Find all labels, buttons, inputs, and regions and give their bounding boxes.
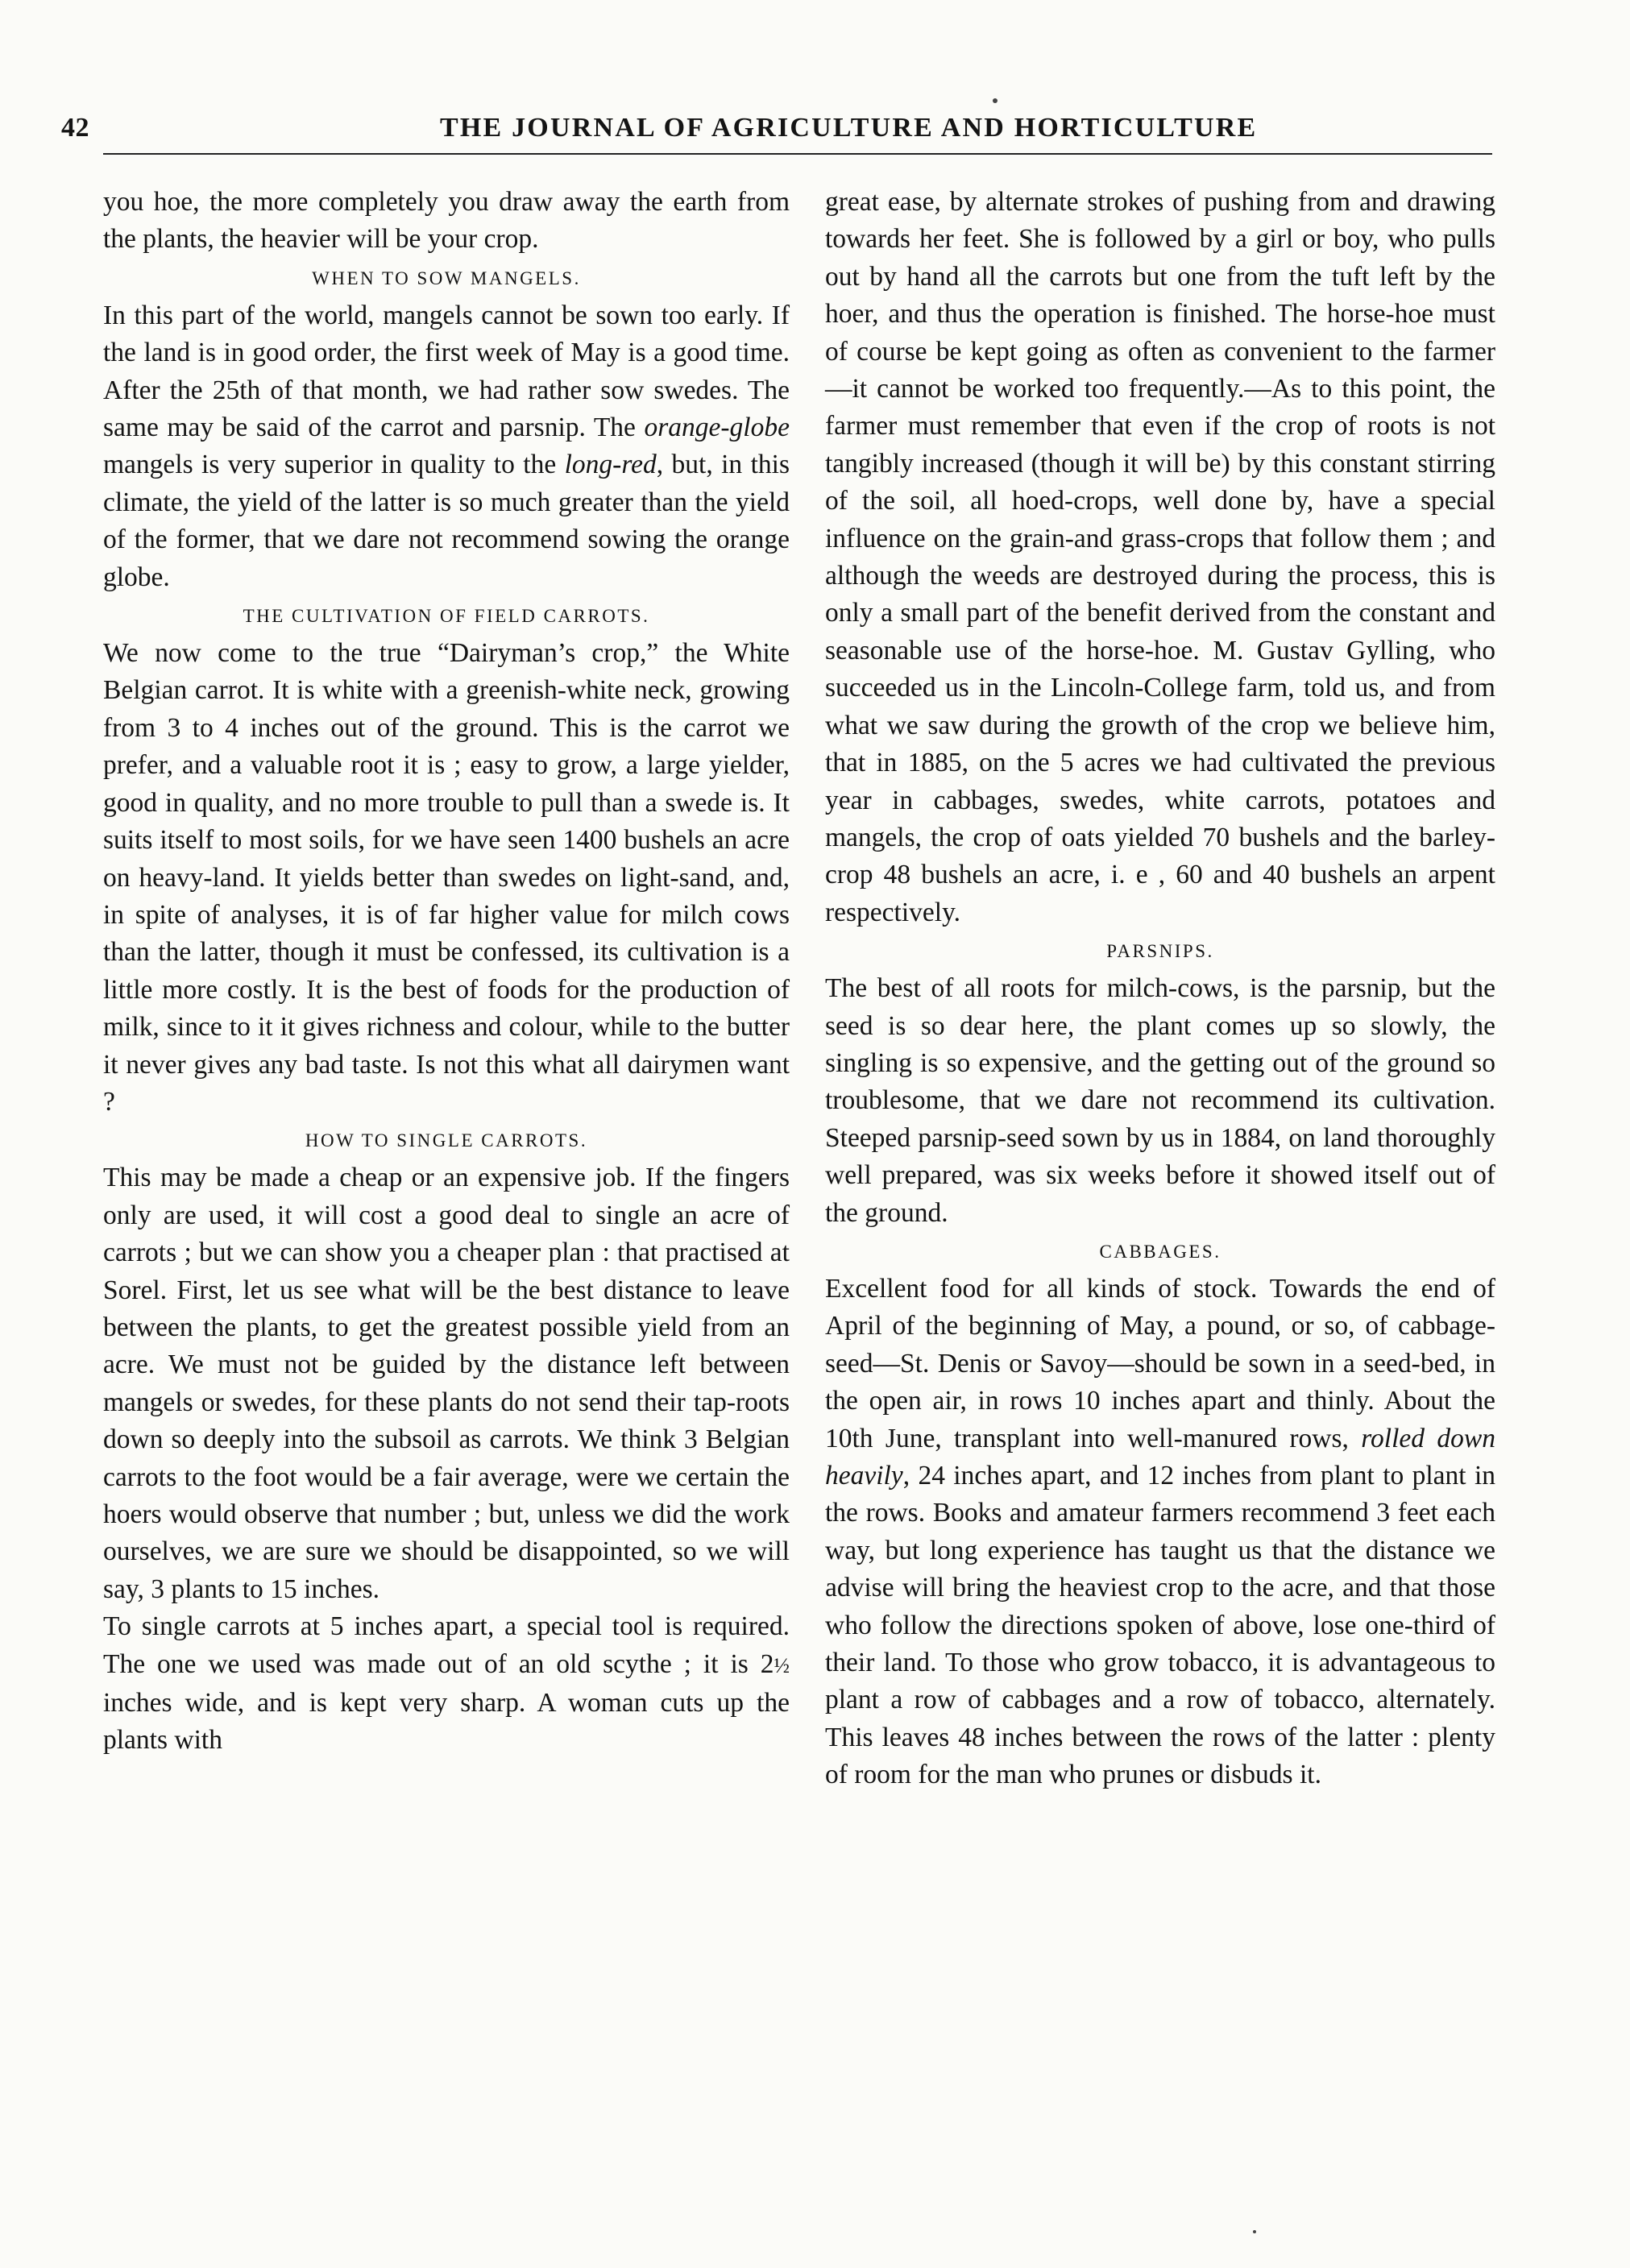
- header-rule: [103, 153, 1492, 155]
- paragraph-field-carrots: We now come to the true “Dairyman’s crop,” the White Belgian carrot. It is white with a greenish-white neck, growing from 3 to 4 inches out of the ground. This is the carrot we prefer, and a valuable root it is ; easy to grow, a large yielder, good in quality, and no more trouble to pull than a swede is. It suits itself to most soils, for we have seen 1400 bushels an acre on heavy-land. It yields better than swedes on light-sand, and, in spite of analyses, it is of far higher value for milch cows than the latter, though it must be confessed, its cultivation is a little more costly. It is the best of foods for the production of milk, since to it it gives richness and colour, while to the butter it never gives any bad taste. Is not this what all dairymen want ?: [103, 638, 790, 1117]
- paragraph-single-carrots: This may be made a cheap or an expensive job. If the fingers only are used, it will cost a good deal to single an acre of carrots ; but we can show you a cheaper plan : that practised at Sorel. First, let us see what will be the best distance to leave between the plants, to get the greatest possible yield from an acre. We must not be guided by the distance left between mangels or swedes, for these plants do not send their tap-roots down so deeply into the subsoil as carrots. We think 3 Belgian carrots to the foot would be a fair average, were we certain the hoers would observe that number ; but, unless we did the work ourselves, we are sure we should be disappointed, so we will say, 3 plants to 15 inches.: [103, 1163, 790, 1604]
- paragraph-cabbages-italic: rolled down heavily: [825, 1423, 1495, 1491]
- paragraph-sow-italic-long-red: long-red: [564, 450, 657, 480]
- left-column: [103, 184, 790, 1760]
- paragraph-tool-text-a: To single carrots at 5 inches apart, a special tool is required. The one we used was made out of an old scythe ; it is 2: [103, 1611, 790, 1679]
- paragraph-cabbages: [825, 1271, 1495, 1794]
- paragraph-sow-italic-orange-globe: orange-globe: [644, 413, 790, 443]
- heading-cultivation-of-field-carrots: THE CULTIVATION OF FIELD CARROTS.: [243, 606, 650, 627]
- page-header: [61, 113, 1495, 153]
- paragraph-sow-text-b: mangels is very superior in quality to the: [103, 450, 565, 480]
- paragraph-intro: you hoe, the more completely you draw away the earth from the plants, the heavier will be your crop.: [103, 187, 790, 255]
- print-speck: [1253, 2230, 1256, 2233]
- right-column: [825, 184, 1495, 1794]
- paragraph-tool-fraction: ½: [774, 1653, 790, 1677]
- page-number: 42: [61, 113, 89, 143]
- paragraph-sow-text-c: , but, in this climate, the yield of the latter is so much greater than the yield of the former, that we dare not recommend sowing the orange globe.: [103, 450, 790, 592]
- heading-cabbages: CABBAGES.: [1099, 1241, 1221, 1262]
- heading-when-to-sow-mangels: WHEN TO SOW MANGELS.: [312, 267, 581, 288]
- paragraph-sow-mangels: [103, 297, 790, 596]
- print-speck: [993, 98, 997, 103]
- paragraph-sow-text-a: In this part of the world, mangels cannot be sown too early. If the land is in good order, the first week of May is a good time. After the 25th of that month, we had rather sow swedes. The same may be said of the carrot and parsnip. The: [103, 300, 790, 443]
- paragraph-continued: great ease, by alternate strokes of pushing from and drawing towards her feet. She is followed by a girl or boy, who pulls out by hand all the carrots but one from the tuft left by the hoer, and thus the operation is finished. The horse-hoe must of course be kept going as often as convenient to the farmer—it cannot be worked too frequently.—As to this point, the farmer must remember that even if the crop of roots is not tangibly increased (though it will be) by this constant stirring of the soil, all hoed-crops, well done by, have a special influence on the grain-and grass-crops that follow them ; and although the weeds are destroyed during the process, this is only a small part of the benefit derived from the constant and seasonable use of the horse-hoe. M. Gustav Gylling, who succeeded us in the Lincoln-College farm, told us, and from what we saw during the growth of the crop we believe him, that in 1885, on the 5 acres we had cultivated the previous year in cabbages, swedes, white carrots, potatoes and mangels, the crop of oats yielded 70 bushels and the barley-crop 48 bushels an acre, i. e , 60 and 40 bushels an arpent respectively.: [825, 187, 1495, 927]
- paragraph-tool-text-b: inches wide, and is kept very sharp. A woman cuts up the plants with: [103, 1688, 790, 1756]
- journal-title: THE JOURNAL OF AGRICULTURE AND HORTICULTURE: [440, 113, 1258, 143]
- paragraph-cabbages-text-b: , 24 inches apart, and 12 inches from plant to plant in the rows. Books and amateur farmers recommend 3 feet each way, but long experience has taught us that the distance we advise will bring the heaviest crop to the acre, and that those who follow the directions spoken of above, lose one-third of their land. To those who grow tobacco, it is advantageous to plant a row of cabbages and a row of tobacco, alternately. This leaves 48 inches between the rows of the latter : plenty of room for the man who prunes or disbuds it.: [825, 1461, 1495, 1790]
- paragraph-singling-tool: [103, 1608, 790, 1760]
- heading-how-to-single-carrots: HOW TO SINGLE CARROTS.: [305, 1130, 588, 1151]
- paragraph-parsnips: The best of all roots for milch-cows, is the parsnip, but the seed is so dear here, the plant comes up so slowly, the singling is so expensive, and the getting out of the ground so troublesome, that we dare not recommend its cultivation. Steeped parsnip-seed sown by us in 1884, on land thoroughly well prepared, was six weeks before it showed itself out of the ground.: [825, 973, 1495, 1228]
- heading-parsnips: PARSNIPS.: [1106, 941, 1214, 962]
- paragraph-cabbages-text-a: Excellent food for all kinds of stock. Towards the end of April of the beginning of May, a pound, or so, of cabbage-seed—St. Denis or Savoy—should be sown in a seed-bed, in the open air, in rows 10 inches apart and thinly. About the 10th June, transplant into well-manured rows,: [825, 1273, 1495, 1453]
